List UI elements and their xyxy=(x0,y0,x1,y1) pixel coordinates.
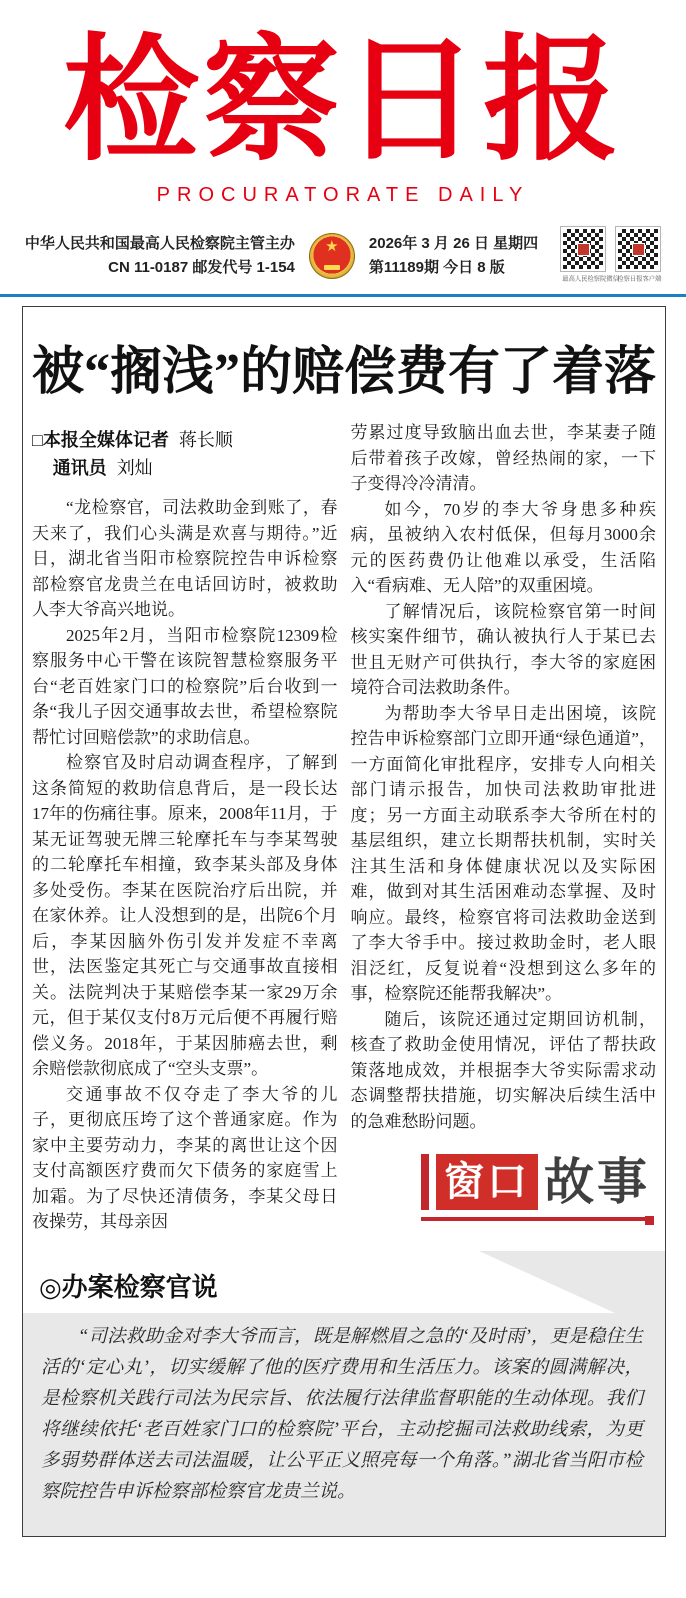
paragraph: 交通事故不仅夺走了李大爷的儿子，更彻底压垮了这个普通家庭。作为家中主要劳动力，李某的离世让这个因支付高额医疗费而欠下债务的家庭雪上加霜。为了尽快还清债务，李某父母日夜操劳，其母亲因 xyxy=(32,1084,338,1232)
badge-dark-label: 故事 xyxy=(544,1154,650,1211)
article-frame xyxy=(22,306,666,1537)
emblem-base-shape xyxy=(324,265,340,270)
qr-code-icon xyxy=(561,227,605,271)
byline-correspondent-name: 刘灿 xyxy=(116,458,153,479)
masthead-info-row xyxy=(0,227,686,284)
publisher-line: 中华人民共和国最高人民检察院主管主办 xyxy=(24,234,295,252)
qr-item-app xyxy=(615,227,661,284)
newspaper-subtitle: PROCURATORATE DAILY xyxy=(156,184,530,207)
paragraph-continuation: 劳累过度导致脑出血去世，李某妻子随后带着孩子改嫁，曾经热闹的家，一下子变得冷冷清清。 xyxy=(350,423,656,494)
paragraph: 检察官及时启动调查程序，了解到这条简短的救助信息背后，是一段长达17年的伤痛往事。原来，2008年11月，于某无证驾驶无牌三轮摩托车与李某驾驶的二轮摩托车相撞，致李某头部及身体多处受伤。李某在医院治疗后出院，并在家休养。让人没想到的是，出院6个月后，李某因脑外伤引发并发症不幸离世，法医鉴定其死亡与交通事故直接相关。法院判决于某赔偿李某一家29万余元，但于某仅支付8万元后便不再履行赔偿义务。2018年，于某因肺癌去世，剩余赔偿款彻底成了“空头支票”。 xyxy=(32,753,338,1079)
star-icon: ★ xyxy=(325,236,339,255)
byline xyxy=(32,426,338,482)
badge-vertical-bar xyxy=(421,1154,429,1210)
commentary-text: “司法救助金对李大爷而言，既是解燃眉之急的‘及时雨’，更是稳住生活的‘定心丸’，切实缓解了他的医疗费用和生活压力。该案的圆满解决，是检察机关践行司法为民宗旨、依法履行法律监督职能的生动体现。我们将继续依托‘老百姓家门口的检察院’平台，主动挖掘司法救助线索，为更多弱势群体送去司法温暖，让公平正义照亮每一个角落。”湖北省当阳市检察院控告申诉检察部检察官龙贵兰说。 xyxy=(41,1326,643,1502)
qr-caption: 检察日报客户端 xyxy=(617,276,662,283)
blue-divider-rule xyxy=(0,294,686,297)
commentary-box xyxy=(23,1251,665,1536)
paragraph: 如今，70岁的李大爷身患多种疾病，虽被纳入农村低保，但每月3000余元的医药费仍让他难以承受，生活陷入“看病难、无人陪”的双重困境。 xyxy=(350,499,656,596)
date-line: 2026年 3 月 26 日 星期四 xyxy=(368,234,539,252)
newspaper-logo: 检察日报 xyxy=(63,27,623,177)
qr-code-icon xyxy=(616,227,660,271)
qr-item-wechat xyxy=(560,227,620,284)
issue-line: 第11189期 今日 8 版 xyxy=(368,258,505,276)
qr-caption: 最高人民检察院微信 xyxy=(562,276,620,283)
paragraph: “龙检察官，司法救助金到账了，春天来了，我们心头满是欢喜与期待。”近日，湖北省当阳市检察院控告申诉检察部检察官龙贵兰在电话回访时，被救助人李大爷高兴地说。 xyxy=(32,498,338,620)
article-headline: 被“搁浅”的赔偿费有了着落 xyxy=(31,344,656,402)
article-columns xyxy=(23,416,665,1235)
procuratorate-emblem-icon xyxy=(309,233,355,279)
paragraph: 了解情况后，该院检察官第一时间核实案件细节，确认被执行人于某已去世且无财产可供执行，李大爷的家庭困境符合司法救助条件。 xyxy=(350,601,656,698)
left-column xyxy=(32,420,338,1235)
date-issue-info xyxy=(369,232,538,280)
qr-code-group xyxy=(560,227,661,284)
masthead xyxy=(0,0,686,207)
byline-line1 xyxy=(32,426,338,454)
publisher-info xyxy=(25,232,295,280)
right-column xyxy=(351,420,657,1235)
paragraph: 随后，该院还通过定期回访机制，核查了救助金使用情况，评估了帮扶政策落地成效，并根据李大爷实际需求动态调整帮扶措施，切实解决后续生活中的急难愁盼问题。 xyxy=(350,1009,656,1131)
byline-reporter-name: 蒋长顺 xyxy=(178,430,233,451)
paragraph: 2025年2月，当阳市检察院12309检察服务中心干警在该院智慧检察服务平台“老百姓家门口的检察院”后台收到一条“我儿子因交通事故去世，希望检察院帮忙讨回赔偿款”的求助信息。 xyxy=(32,625,338,747)
byline-role: □本报全媒体记者 xyxy=(32,430,169,451)
cn-issn-line: CN 11-0187 邮发代号 1-154 xyxy=(108,258,295,276)
byline-role: 通讯员 xyxy=(52,458,107,479)
byline-line2 xyxy=(32,454,338,482)
commentary-title: ◎办案检察官说 xyxy=(39,1271,218,1302)
column-badge xyxy=(421,1154,652,1221)
badge-red-label: 窗口 xyxy=(436,1154,538,1210)
paragraph: 为帮助李大爷早日走出困境，该院控告申诉检察部门立即开通“绿色通道”，一方面简化审批程序，安排专人向相关部门请示报告，加快司法救助审批进度；另一方面主动联系李大爷所在村的基层组织，建立长期帮扶机制，实时关注其生活和身体健康状况以及实际困难，做到对其生活困难动态掌握、及时响应。最终，检察官将司法救助金送到了李大爷手中。接过救助金时，老人眼泪泛红，反复说着“没想到这么多年的事，检察院还能帮我解决”。 xyxy=(350,703,656,1004)
